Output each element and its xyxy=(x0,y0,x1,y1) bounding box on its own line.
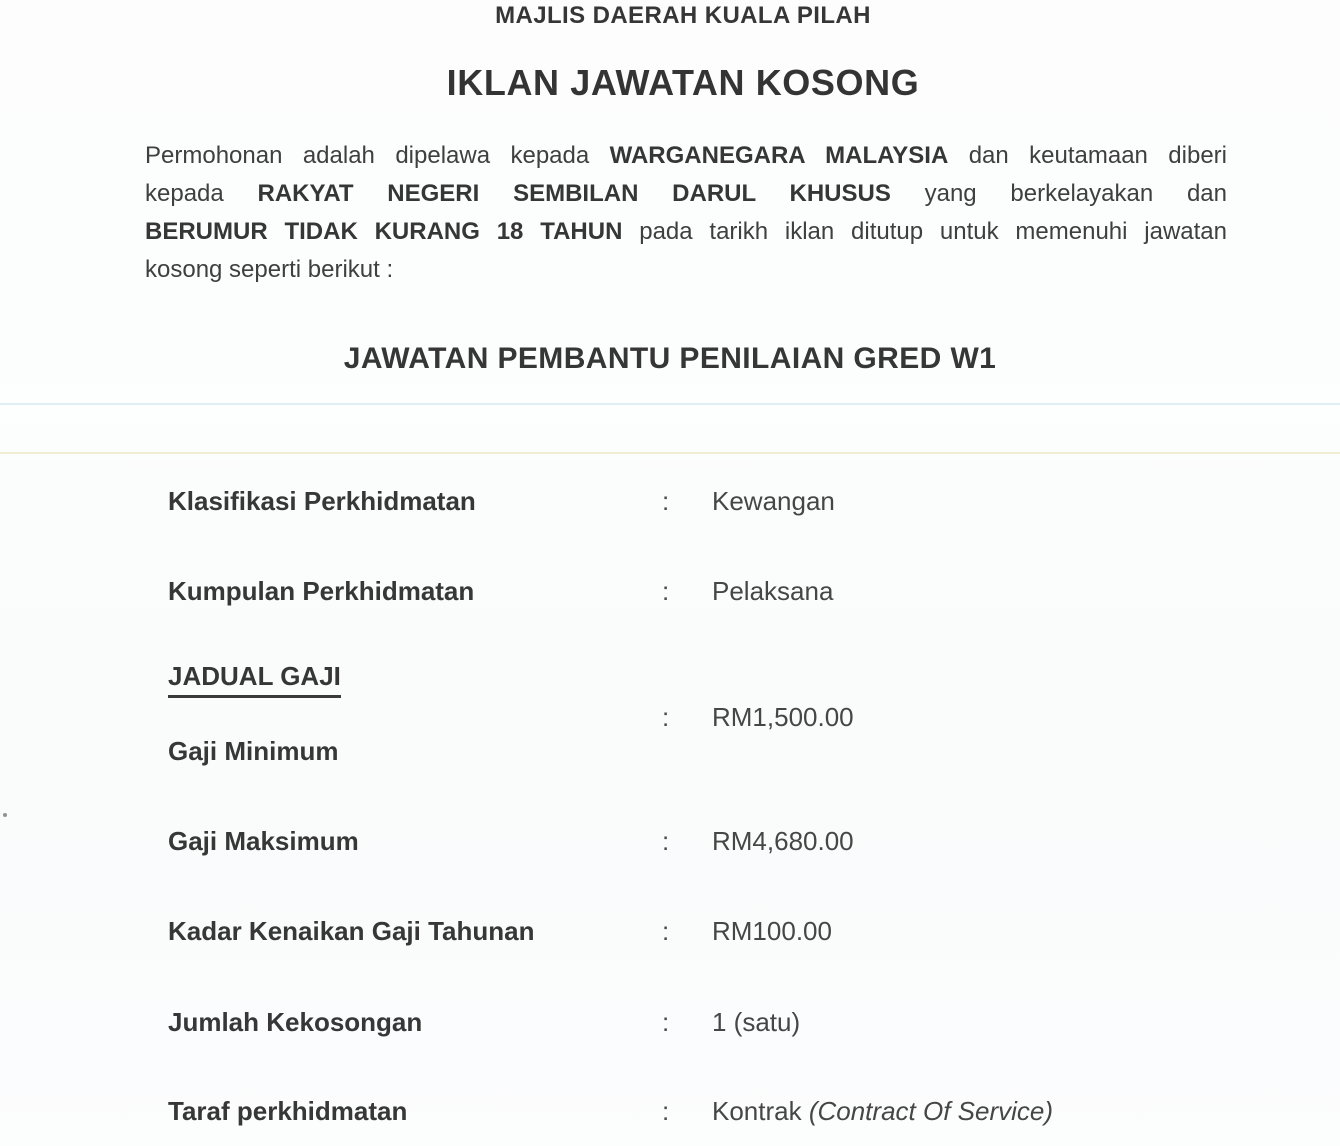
detail-row-klasifikasi xyxy=(0,486,1340,522)
detail-value: RM4,680.00 xyxy=(712,826,854,856)
intro-line xyxy=(145,216,1227,248)
intro-text: yang berkelayakan dan xyxy=(890,180,1227,207)
detail-colon: : xyxy=(662,576,670,606)
intro-line xyxy=(145,140,1227,172)
detail-value: RM100.00 xyxy=(712,916,832,946)
detail-row-gaji-minimum-value xyxy=(0,702,1340,738)
value-regular-part: Kontrak xyxy=(712,1096,809,1126)
detail-row-gaji-maksimum xyxy=(0,826,1340,862)
detail-label: Gaji Maksimum xyxy=(168,826,359,856)
value-italic-part: (Contract Of Service) xyxy=(808,1096,1053,1126)
intro-text: kosong seperti berikut : xyxy=(145,256,394,283)
detail-colon: : xyxy=(662,826,670,856)
detail-colon: : xyxy=(662,1096,670,1126)
intro-text: kepada xyxy=(145,180,258,207)
intro-text: Permohonan adalah dipelawa kepada xyxy=(145,142,610,169)
detail-row-taraf-perkhidmatan xyxy=(0,1096,1340,1132)
intro-bold-text: RAKYAT NEGERI SEMBILAN DARUL KHUSUS xyxy=(257,180,891,207)
detail-colon: : xyxy=(662,702,670,732)
detail-row-kumpulan xyxy=(0,576,1340,612)
intro-bold-text: BERUMUR TIDAK KURANG 18 TAHUN xyxy=(145,218,623,245)
detail-label: Kumpulan Perkhidmatan xyxy=(168,576,475,606)
intro-line xyxy=(145,254,1227,286)
intro-bold-text: WARGANEGARA MALAYSIA xyxy=(609,142,949,169)
detail-value: RM1,500.00 xyxy=(712,702,854,732)
detail-colon: : xyxy=(662,486,670,516)
scan-artifact-dot xyxy=(3,813,7,817)
document-title: IKLAN JAWATAN KOSONG xyxy=(446,62,920,103)
position-title: JAWATAN PEMBANTU PENILAIAN GRED W1 xyxy=(343,342,997,375)
gaji-minimum-label: Gaji Minimum xyxy=(168,736,339,766)
detail-value xyxy=(712,1096,1053,1127)
detail-row-jumlah-kekosongan xyxy=(0,1007,1340,1043)
jadual-gaji-heading: JADUAL GAJI xyxy=(168,661,341,698)
detail-row-kadar-kenaikan xyxy=(0,916,1340,952)
detail-value: Pelaksana xyxy=(712,576,834,606)
intro-text: dan keutamaan diberi xyxy=(948,142,1228,169)
scan-artifact-line-blue xyxy=(0,403,1340,405)
detail-value: 1 (satu) xyxy=(712,1007,801,1037)
detail-colon: : xyxy=(662,916,670,946)
intro-line xyxy=(145,178,1227,210)
detail-label: Kadar Kenaikan Gaji Tahunan xyxy=(168,916,535,946)
detail-label: Jumlah Kekosongan xyxy=(168,1007,423,1037)
detail-value: Kewangan xyxy=(712,486,835,516)
detail-label: Taraf perkhidmatan xyxy=(168,1096,408,1126)
scan-artifact-line-yellow xyxy=(0,452,1340,454)
detail-label: Klasifikasi Perkhidmatan xyxy=(168,486,476,516)
detail-colon: : xyxy=(662,1007,670,1037)
organization-name: MAJLIS DAERAH KUALA PILAH xyxy=(495,2,871,29)
intro-text: pada tarikh iklan ditutup untuk memenuhi jawatan xyxy=(622,218,1227,245)
